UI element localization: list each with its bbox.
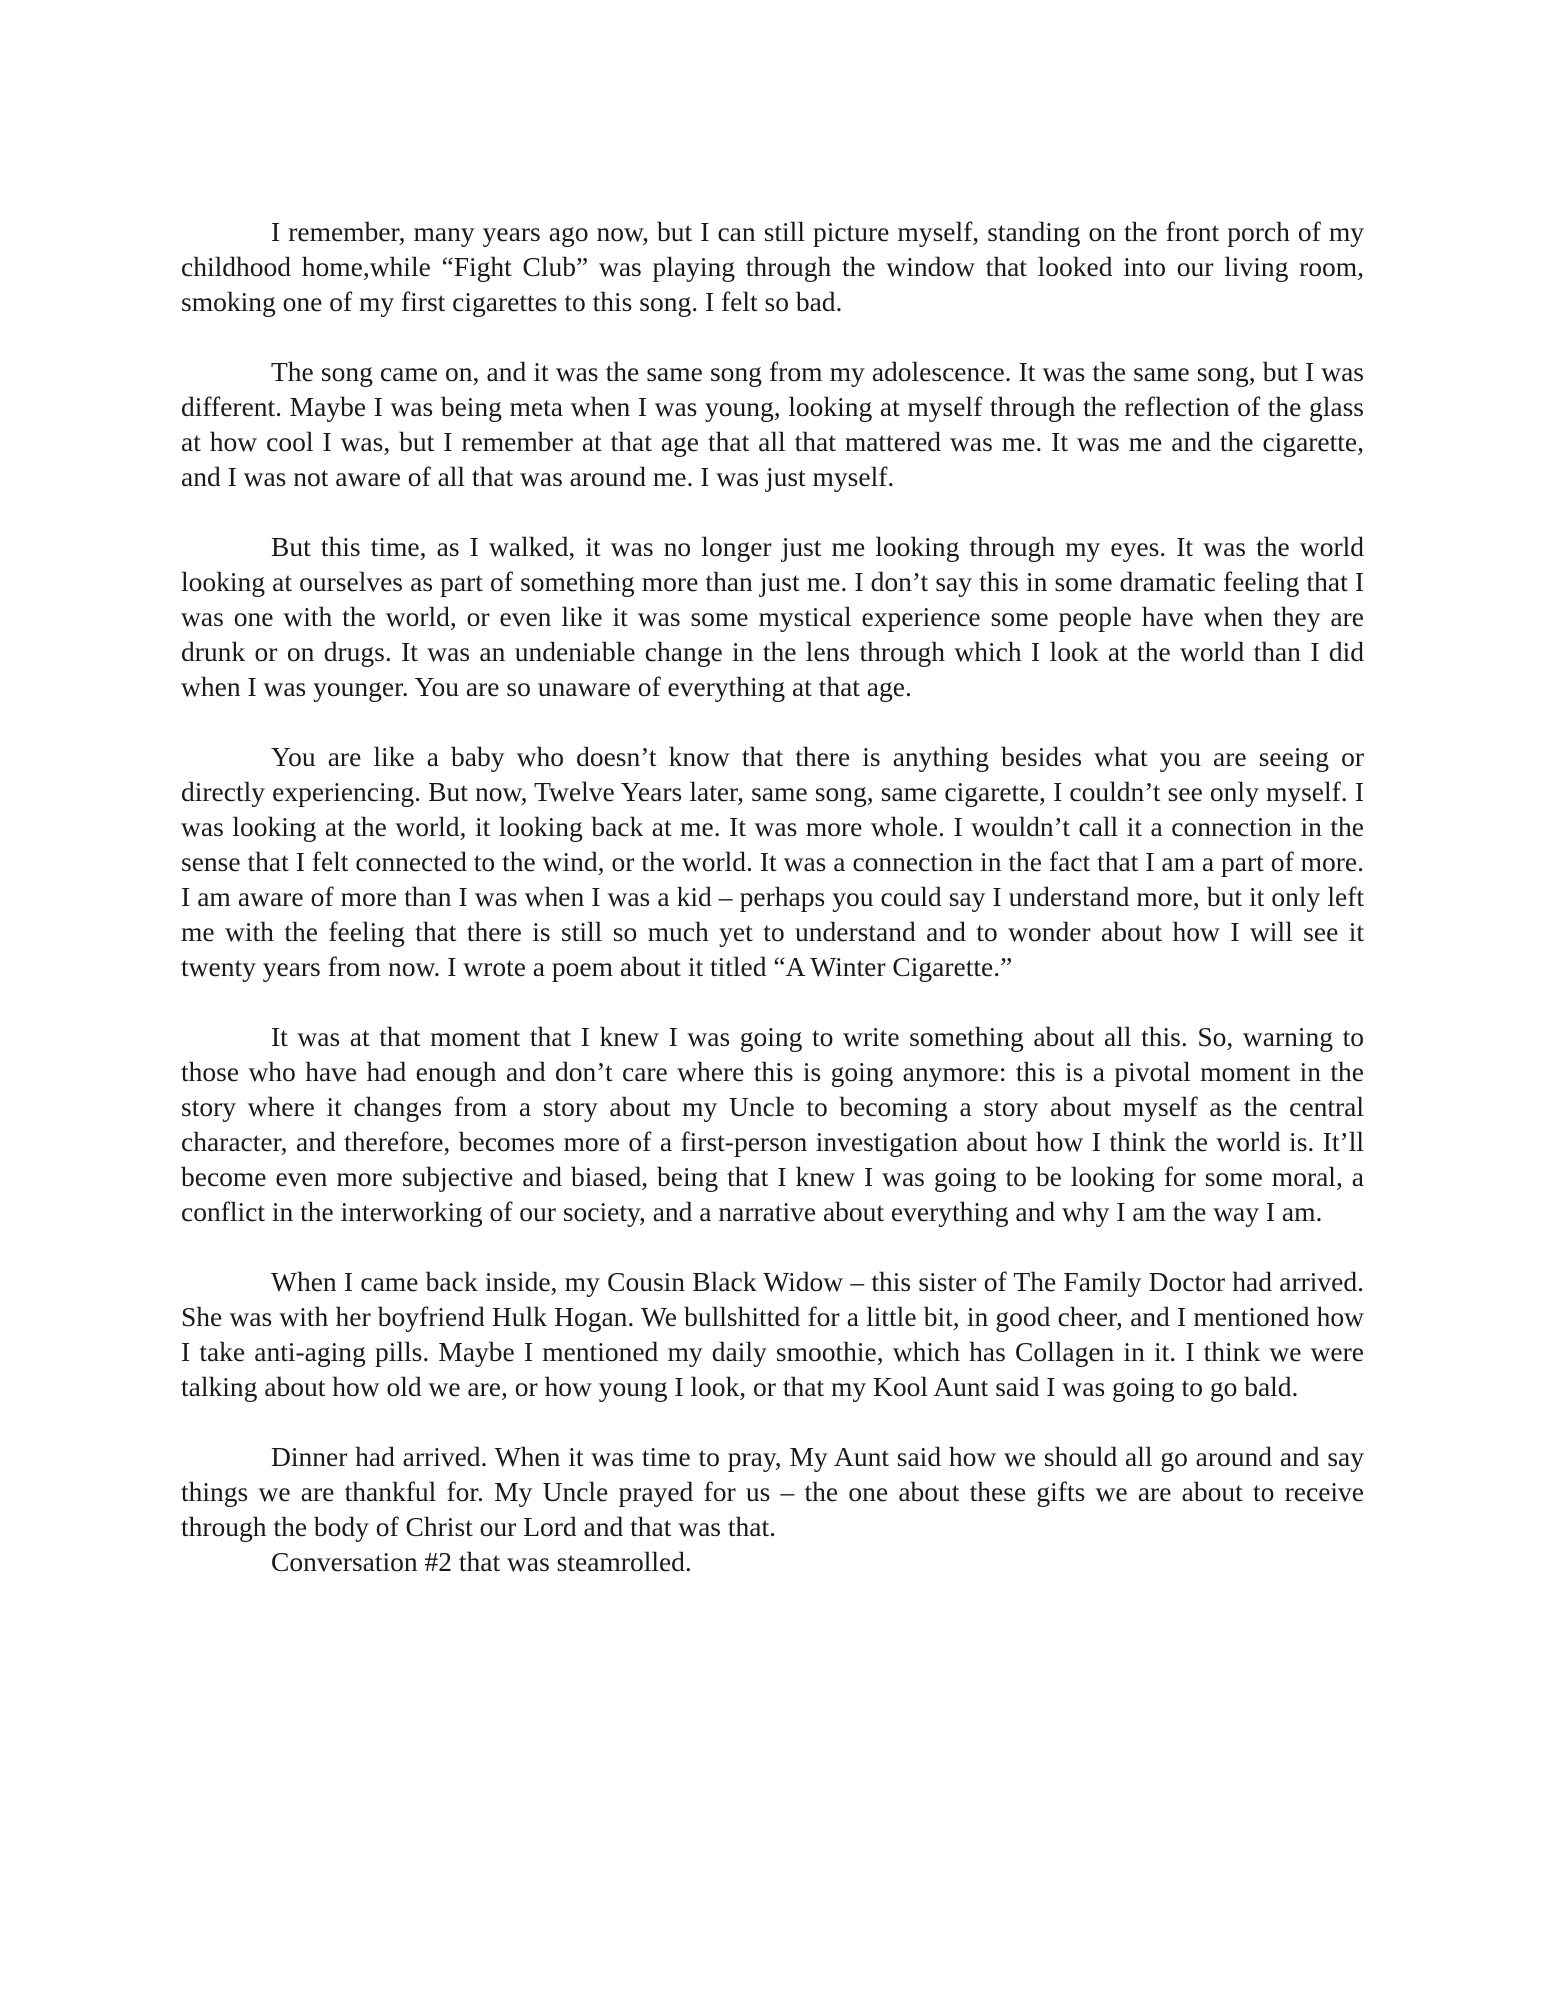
- document-body: [181, 214, 1364, 1614]
- paragraph-1: I remember, many years ago now, but I can still picture myself, standing on the front porch of my childhood home,while “Fight Club” was playing through the window that looked into our living room, smoking one of my first cigarettes to this song. I felt so bad.: [181, 216, 1364, 317]
- paragraph-5: It was at that moment that I knew I was going to write something about all this. So, warning to those who have had enough and don’t care where this is going anymore: this is a pivotal moment in the story where it changes from a story about my Uncle to becoming a story about myself as the central character, and therefore, becomes more of a first-person investigation about how I think the world is. It’ll become even more subjective and biased, being that I knew I was going to be looking for some moral, a conflict in the interworking of our society, and a narrative about everything and why I am the way I am.: [181, 1021, 1364, 1227]
- paragraph-7: Dinner had arrived. When it was time to pray, My Aunt said how we should all go around and say things we are thankful for. My Uncle prayed for us – the one about these gifts we are about to receive through the body of Christ our Lord and that was that.: [181, 1441, 1364, 1542]
- paragraph-3: But this time, as I walked, it was no longer just me looking through my eyes. It was the world looking at ourselves as part of something more than just me. I don’t say this in some dramatic feeling that I was one with the world, or even like it was some mystical experience some people have when they are drunk or on drugs. It was an undeniable change in the lens through which I look at the world than I did when I was younger. You are so unaware of everything at that age.: [181, 531, 1364, 702]
- paragraph-4: You are like a baby who doesn’t know that there is anything besides what you are seeing or directly experiencing. But now, Twelve Years later, same song, same cigarette, I couldn’t see only myself. I was looking at the world, it looking back at me. It was more whole. I wouldn’t call it a connection in the sense that I felt connected to the wind, or the world. It was a connection in the fact that I am a part of more. I am aware of more than I was when I was a kid – perhaps you could say I understand more, but it only left me with the feeling that there is still so much yet to understand and to wonder about how I will see it twenty years from now. I wrote a poem about it titled “A Winter Cigarette.”: [181, 741, 1364, 982]
- paragraph-2: The song came on, and it was the same song from my adolescence. It was the same song, but I was different. Maybe I was being meta when I was young, looking at myself through the reflection of the glass at how cool I was, but I remember at that age that all that mattered was me. It was me and the cigarette, and I was not aware of all that was around me. I was just myself.: [181, 356, 1364, 492]
- paragraph-8: Conversation #2 that was steamrolled.: [271, 1546, 692, 1577]
- paragraph-6: When I came back inside, my Cousin Black Widow – this sister of The Family Doctor had arrived. She was with her boyfriend Hulk Hogan. We bullshitted for a little bit, in good cheer, and I mentioned how I take anti-aging pills. Maybe I mentioned my daily smoothie, which has Collagen in it. I think we were talking about how old we are, or how young I look, or that my Kool Aunt said I was going to go bald.: [181, 1266, 1364, 1402]
